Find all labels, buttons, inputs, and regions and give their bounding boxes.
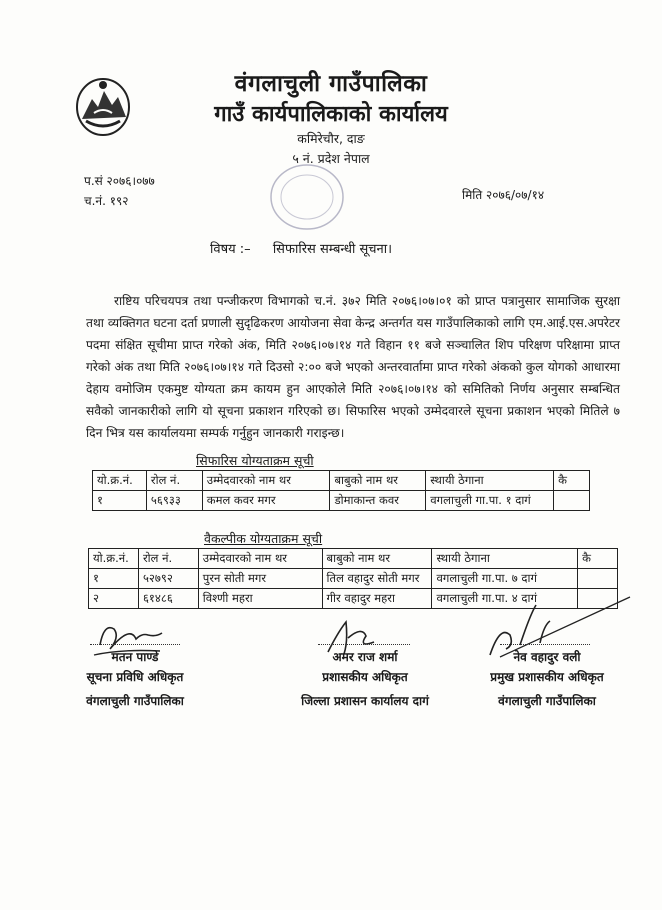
table-cell: ५२७९२	[138, 569, 198, 589]
table-cell: ६१४८६	[138, 589, 198, 609]
column-header: रोल नं.	[138, 549, 198, 569]
column-header: रोल नं.	[146, 471, 202, 491]
office-address: कमिरेचौर, दाङ	[297, 131, 365, 146]
table-row	[93, 491, 590, 511]
dispatch-number: च.नं. १९२	[84, 194, 129, 208]
table-cell: गीर वहादुर महरा	[322, 589, 432, 609]
table-cell: १	[93, 491, 147, 511]
signatory-title: सूचना प्रविधि अधिकृत	[86, 670, 184, 684]
recommended-list-table	[92, 470, 590, 511]
alternate-list-title: वैकल्पीक योग्यताक्रम सूची	[204, 531, 323, 546]
column-header: स्थायी ठेगाना	[426, 471, 554, 491]
reference-number: प.सं २०७६।०७७	[84, 174, 155, 188]
table-cell: कमल कवर मगर	[202, 491, 330, 511]
subject-text: सिफारिस सम्बन्धी सूचना।	[272, 242, 393, 257]
column-header: उम्मेदवारको नाम थर	[198, 549, 322, 569]
office-stamp-icon	[268, 162, 346, 232]
column-header: बाबुको नाम थर	[322, 549, 432, 569]
table-cell: विश्णी महरा	[198, 589, 322, 609]
office-province: ५ नं. प्रदेश नेपाल	[292, 151, 370, 166]
column-header: यो.क्र.नं.	[93, 471, 147, 491]
signatory-name: अमर राज शर्मा	[332, 650, 398, 664]
signature-line-1	[90, 644, 180, 645]
subject-label: विषय :–	[210, 242, 251, 257]
table-cell: ५६९३३	[146, 491, 202, 511]
notice-body: राष्टिय परिचयपत्र तथा पन्जीकरण विभागको च.नं. ३७२ मिति २०७६।०७।०१ को प्राप्त पत्रानुसार सामाजिक सुरक्षा तथा व्यक्तिगत घटना दर्ता प्रणाली सुदृढिकरण आयोजना सेवा केन्द्र अन्तर्गत यस गाउँपालिकाको लागि एम.आई.एस.अपरेटर पदमा संक्षित सूचीमा प्राप्त गरेको अंक, मिति २०७६।०७।१४ गते विहान ११ बजे सञ्चालित शिप परिक्षण परिक्षामा प्राप्त गरेको अंक तथा मिति २०७६।०७।१४ गते दिउसो २:०० बजे भएको अन्तरवार्तामा प्राप्त गरेको अंकको कुल योगको आधारमा देहाय वमोजिम एकमुष्ट योग्यता क्रम कायम हुन आएकोले मिति २०७६।०७।१४ को समितिको निर्णय अनुसार सम्बन्धित सवैको जानकारीको लागि यो सूचना प्रकाशन गरिएको छ। सिफारिस भएको उम्मेदवारले सूचना प्रकाशन भएको मितिले ७ दिन भित्र यस कार्यालयमा सम्पर्क गर्नुहुन जानकारी गराइन्छ।	[86, 294, 620, 440]
signatory-title: प्रशासकीय अधिकृत	[322, 670, 408, 684]
column-header: स्थायी ठेगाना	[432, 549, 578, 569]
table-cell: २	[89, 589, 139, 609]
table-header-row	[89, 549, 618, 569]
column-header: यो.क्र.नं.	[89, 549, 139, 569]
office-name: गाउँ कार्यपालिकाको कार्यालय	[214, 102, 448, 127]
recommended-list-title: सिफारिस योग्यताक्रम सूची	[196, 453, 314, 468]
column-header: कै	[554, 471, 590, 491]
column-header: कै	[578, 549, 618, 569]
signatory-title: प्रमुख प्रशासकीय अधिकृत	[490, 670, 604, 684]
table-header-row	[93, 471, 590, 491]
signature-line-2	[318, 644, 410, 645]
signatory-office: वंगलाचुली गाउँपालिका	[86, 694, 184, 708]
org-name: वंगलाचुली गाउँपालिका	[234, 71, 428, 97]
signatory-name: नेव वहादुर वली	[513, 650, 581, 664]
table-cell: पुरन सोती मगर	[198, 569, 322, 589]
signatory-office: जिल्ला प्रशासन कार्यालय दागं	[301, 694, 429, 708]
signatory-name: मतन पाण्डे	[111, 650, 159, 664]
table-cell	[554, 491, 590, 511]
signatory-office: वंगलाचुली गाउँपालिका	[498, 694, 596, 708]
column-header: उम्मेदवारको नाम थर	[202, 471, 330, 491]
letter-date: मिति २०७६/०७/१४	[462, 188, 545, 202]
subject-line	[210, 239, 392, 257]
table-cell: वगलाचुली गा.पा. ४ दागं	[432, 589, 578, 609]
table-cell: तिल वहादुर सोती मगर	[322, 569, 432, 589]
signature-line-3	[500, 644, 590, 645]
column-header: बाबुको नाम थर	[330, 471, 426, 491]
table-cell: वगलाचुली गा.पा. ७ दागं	[432, 569, 578, 589]
table-cell: डोमाकान्त कवर	[330, 491, 426, 511]
table-cell: वगलाचुली गा.पा. १ दागं	[426, 491, 554, 511]
table-cell: १	[89, 569, 139, 589]
